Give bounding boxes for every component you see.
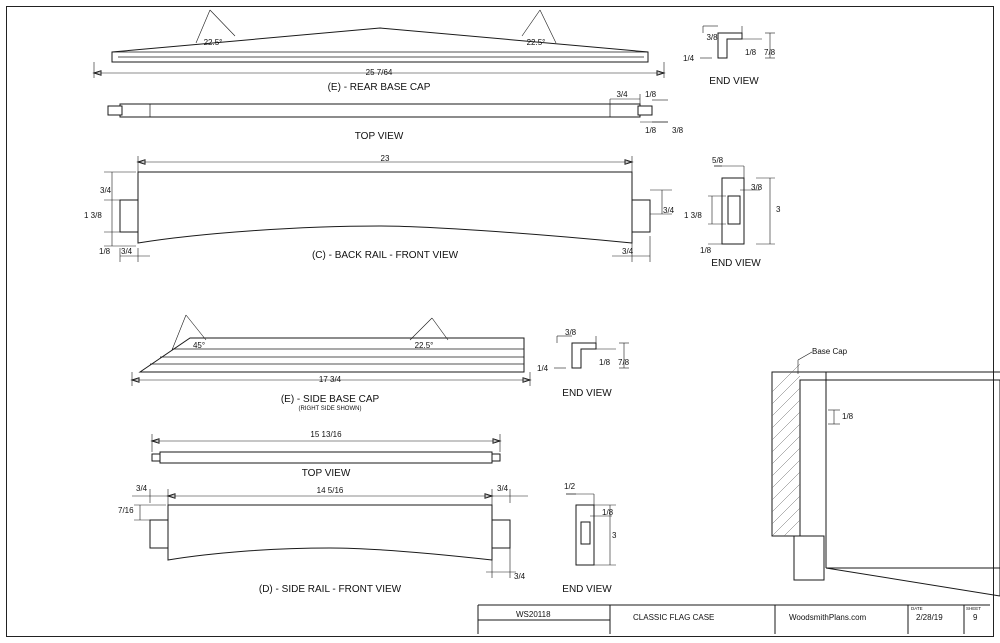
titleblock-project: CLASSIC FLAG CASE	[633, 613, 715, 622]
side-end-bottom-dim: 1/4	[537, 364, 549, 373]
side-top-length: 15 13/16	[310, 430, 342, 439]
side-cap-subtitle: (RIGHT SIDE SHOWN)	[298, 406, 362, 412]
titleblock-date: 2/28/19	[916, 613, 943, 622]
rear-top-view-title: TOP VIEW	[354, 131, 404, 142]
side-cap-length: 17 3/4	[318, 375, 342, 384]
back-rail-length: 23	[380, 154, 390, 163]
side-cap-angle-left: 45°	[192, 341, 206, 350]
rear-top-d3: 1/8	[645, 126, 657, 135]
back-rail-left-mid: 1 3/8	[84, 211, 102, 220]
rear-top-d2: 1/8	[645, 90, 657, 99]
side-cap-angle-right: 22.5°	[414, 341, 434, 350]
rear-top-d4: 3/8	[672, 126, 684, 135]
back-rail-tenon-width: 3/4	[121, 247, 133, 256]
side-rail-right-top: 3/4	[497, 484, 509, 493]
titleblock-source: WoodsmithPlans.com	[789, 613, 867, 622]
rear-top-d1: 3/4	[616, 90, 628, 99]
titleblock-sheet-number: 9	[973, 613, 978, 622]
rear-end-inner-dim: 1/8	[745, 48, 757, 57]
back-rail-left-top: 3/4	[100, 186, 112, 195]
back-rail-left-bottom: 1/8	[99, 247, 111, 256]
side-rail-end-top: 1/2	[564, 482, 576, 491]
rear-end-outer-dim: 7/8	[764, 48, 776, 57]
back-rail-right-top: 3/4	[663, 206, 675, 215]
rear-cap-length: 25 7/64	[365, 68, 393, 77]
back-rail-end-left-mid: 1 3/8	[684, 211, 702, 220]
rear-cap-angle-left: 22.5°	[203, 38, 223, 47]
rear-cap-angle-right: 22.5°	[526, 38, 546, 47]
side-end-outer-dim: 7/8	[618, 358, 630, 367]
side-rail-title: (D) - SIDE RAIL - FRONT VIEW	[258, 584, 402, 595]
side-rail-right-bottom: 3/4	[514, 572, 526, 581]
back-rail-end-view-title: END VIEW	[711, 258, 761, 269]
side-end-inner-dim: 1/8	[599, 358, 611, 367]
rear-cap-title: (E) - REAR BASE CAP	[327, 82, 431, 93]
rear-end-view-title: END VIEW	[709, 76, 759, 87]
back-rail-end-height: 3	[776, 205, 781, 214]
rear-end-bottom-dim: 1/4	[683, 54, 695, 63]
titleblock-drawing-number: WS20118	[516, 610, 551, 619]
back-rail-right-bottom: 3/4	[622, 247, 634, 256]
side-rail-left-top: 3/4	[136, 484, 148, 493]
titleblock-sheet-label: SHEET	[966, 606, 982, 611]
side-cap-end-view-title: END VIEW	[562, 388, 612, 399]
back-rail-end-left-bottom: 1/8	[700, 246, 712, 255]
side-rail-end-inner: 1/8	[602, 508, 614, 517]
side-rail-length: 14 5/16	[316, 486, 344, 495]
rear-end-top-dim: 3/8	[706, 33, 718, 42]
back-rail-title: (C) - BACK RAIL - FRONT VIEW	[311, 250, 459, 261]
side-rail-end-view-title: END VIEW	[562, 584, 612, 595]
side-rail-left-mid: 7/16	[118, 506, 134, 515]
detail-dim: 1/8	[842, 412, 854, 421]
titleblock-date-label: DATE	[911, 606, 923, 611]
side-cap-title: (E) - SIDE BASE CAP	[280, 394, 380, 405]
detail-callout: Base Cap	[812, 347, 848, 356]
side-end-top-dim: 3/8	[565, 328, 577, 337]
side-top-view-title: TOP VIEW	[301, 468, 351, 479]
side-rail-end-height: 3	[612, 531, 617, 540]
back-rail-end-inner: 3/8	[751, 183, 763, 192]
back-rail-end-top: 5/8	[712, 156, 724, 165]
